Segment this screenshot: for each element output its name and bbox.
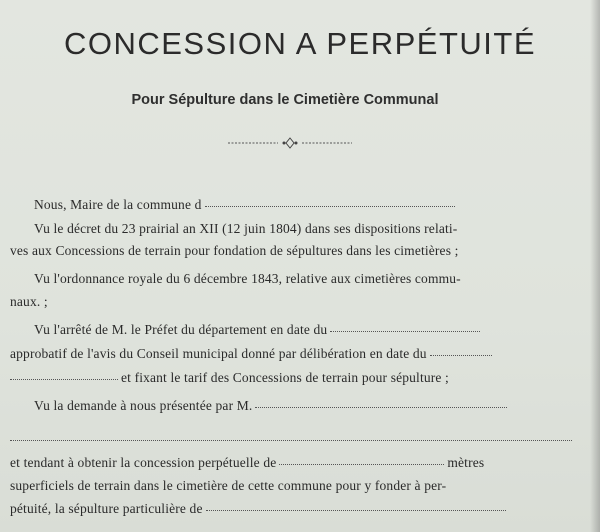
text-tendant: et tendant à obtenir la concession perpétuelle de xyxy=(10,455,277,470)
text-vu-demande: Vu la demande à nous présentée par M. xyxy=(34,398,253,413)
line-vu-arrete xyxy=(34,322,483,338)
text-approbatif: approbatif de l'avis du Conseil municipal donné par délibération en date du xyxy=(10,346,427,361)
line-approbatif xyxy=(10,346,495,362)
text-nous-maire: Nous, Maire de la commune d xyxy=(34,197,202,212)
document-title: CONCESSION A PERPÉTUITÉ xyxy=(63,26,537,61)
document-subtitle: Pour Sépulture dans le Cimetière Communal xyxy=(131,92,439,108)
line-tarif xyxy=(10,370,449,386)
blank-date-deliberation xyxy=(430,355,492,356)
blank-date-arrete xyxy=(330,331,480,332)
blank-demandeur-continuation xyxy=(10,430,572,441)
line-tendant xyxy=(10,455,484,471)
line-maire xyxy=(34,197,458,213)
blank-commune-field xyxy=(205,206,455,207)
page-edge-shadow xyxy=(590,0,600,532)
text-superficiels: superficiels de terrain dans le cimetière de cette commune pour y fonder à per- xyxy=(10,478,447,493)
text-vu-decret: Vu le décret du 23 prairial an XII (12 juin 1804) dans ses dispositions relati- xyxy=(34,221,458,236)
blank-tarif xyxy=(10,379,118,380)
text-concessions-terrain: ves aux Concessions de terrain pour fondation de sépultures dans les cimetières ; xyxy=(10,243,459,258)
text-naux: naux. ; xyxy=(10,294,48,309)
text-vu-ordonnance: Vu l'ordonnance royale du 6 décembre 1843, relative aux cimetières commu- xyxy=(34,271,461,286)
blank-sepulture xyxy=(206,510,506,511)
text-vu-arrete: Vu l'arrêté de M. le Préfet du département en date du xyxy=(34,322,328,337)
text-metres: mètres xyxy=(447,455,485,470)
text-fixant-tarif: et fixant le tarif des Concessions de terrain pour sépulture ; xyxy=(121,370,449,385)
text-pefuite-sepulture: pétuité, la sépulture particulière de xyxy=(10,501,203,516)
line-demande xyxy=(34,398,510,414)
line-sepulture xyxy=(10,501,509,517)
blank-superficie xyxy=(279,464,444,465)
blank-demandeur xyxy=(255,407,507,408)
ornament-divider xyxy=(228,137,352,149)
